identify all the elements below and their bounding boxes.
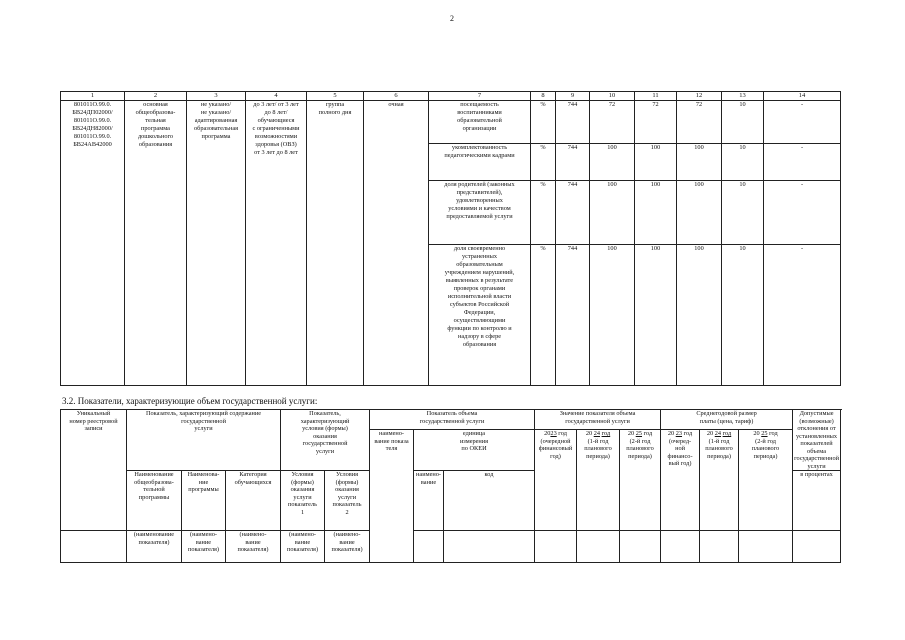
col-number: 12 xyxy=(677,92,722,101)
empty-cell xyxy=(535,531,577,563)
deviation-absolute: - xyxy=(764,181,841,245)
year-prefix: 20 xyxy=(706,430,714,437)
value-2024: 100 xyxy=(635,181,677,245)
col-number: 13 xyxy=(722,92,764,101)
fee-year-1-sub: (очеред- ной финансо- вый год) xyxy=(667,437,693,467)
value-year-2 xyxy=(577,430,620,531)
year-prefix: 20 xyxy=(544,430,551,437)
unit-name-header: наимено- вание xyxy=(414,471,444,531)
year-prefix: 20 xyxy=(585,430,593,437)
page-number: 2 xyxy=(450,14,454,23)
program-header: Наименование общеобразова- тельной программы xyxy=(127,471,182,531)
okei-code: 744 xyxy=(556,181,590,245)
col-number: 3 xyxy=(187,92,246,101)
year-prefix: 20 xyxy=(627,430,635,437)
value-2023: 100 xyxy=(590,245,635,386)
col-number: 6 xyxy=(364,92,429,101)
empty-cell xyxy=(661,531,700,563)
fee-year-2 xyxy=(700,430,739,531)
indicator-name: укомплектованность педагогическими кадрами xyxy=(429,144,531,181)
empty-cell xyxy=(61,531,127,563)
student-category: до 3 лет/ от 3 лет до 8 лет/ обучающиеся с ограниченными возможностями здоровья (ОВЗ) от 3 лет до 8 лет xyxy=(246,101,307,386)
quality-indicators-table xyxy=(60,91,841,386)
value-year-1-sub: (очередной финансовый год) xyxy=(538,437,573,460)
empty-cell xyxy=(577,531,620,563)
indicator-placeholder: (наимено- вание показателя) xyxy=(226,531,281,563)
form-of-study: очная xyxy=(364,101,429,386)
deviation-percent-header: в процентах xyxy=(793,471,841,531)
value-2025: 72 xyxy=(677,101,722,144)
okei-code: 744 xyxy=(556,144,590,181)
empty-cell xyxy=(444,531,535,563)
col-number: 5 xyxy=(307,92,364,101)
fee-year-3 xyxy=(739,430,793,531)
program-type: не указано/ не указано/ адаптированная образовательная программа xyxy=(187,101,246,386)
col-number: 7 xyxy=(429,92,531,101)
deviation-absolute: - xyxy=(764,101,841,144)
deviation-absolute: - xyxy=(764,245,841,386)
deviation-percent: 10 xyxy=(722,144,764,181)
volume-header: Показатель объема государственной услуги xyxy=(370,410,535,430)
year-word: год xyxy=(643,430,653,437)
volume-indicators-table xyxy=(60,409,841,563)
indicator-placeholder: (наимено- вание показателя) xyxy=(281,531,325,563)
col-number: 11 xyxy=(635,92,677,101)
unit: % xyxy=(531,144,556,181)
year-fill: 24 xyxy=(593,430,600,437)
fee-year-3-sub: (2-й год планового периода) xyxy=(751,437,780,460)
deviation-percent: 10 xyxy=(722,181,764,245)
year-word: год xyxy=(558,430,567,437)
col-number: 14 xyxy=(764,92,841,101)
col-number: 10 xyxy=(590,92,635,101)
indicator-placeholder: (наимено- вание показателя) xyxy=(325,531,370,563)
col-number: 4 xyxy=(246,92,307,101)
empty-cell xyxy=(793,531,841,563)
indicator-placeholder: (наимено- вание показателя) xyxy=(182,531,226,563)
value-2024: 100 xyxy=(635,245,677,386)
indicator-name: доля родителей (законных представителей), удовлетворенных условиями и качеством предоставляемой услуги xyxy=(429,181,531,245)
content-header: Показатель, характеризующий содержание государственной услуги xyxy=(127,410,281,471)
year-word: год xyxy=(683,430,693,437)
okei-code: 744 xyxy=(556,101,590,144)
table-row xyxy=(61,101,841,144)
indicator-name: доля своевременно устраненных образовательным учреждением нарушений, выявленных в результате проверок органами исполнительной власти субъектов Российской Федерации, осуществляющими функции по контролю и надзору в сфере образования xyxy=(429,245,531,386)
col-number: 8 xyxy=(531,92,556,101)
unit: % xyxy=(531,181,556,245)
fee-year-2-sub: (1-й год планового периода) xyxy=(705,437,733,460)
value-2023: 100 xyxy=(590,181,635,245)
year-fill: 23 xyxy=(550,430,557,437)
condition-1-header: Условия (формы) оказания услуги показатель 1 xyxy=(281,471,325,531)
volume-unit-header: единица измерения по ОКЕИ xyxy=(414,430,535,471)
value-2025: 100 xyxy=(677,245,722,386)
deviation-header: Допустимые (возможные) отклонения от установленных показателей объема государственной услуги xyxy=(794,410,839,470)
deviation-absolute: - xyxy=(764,144,841,181)
empty-cell xyxy=(414,531,444,563)
value-year-3 xyxy=(620,430,661,531)
deviation-percent: 10 xyxy=(722,101,764,144)
value-year-1 xyxy=(535,430,577,531)
empty-cell xyxy=(739,531,793,563)
year-fill: 24 xyxy=(714,430,722,437)
unit-code-header: код xyxy=(444,471,535,531)
fee-year-1 xyxy=(661,430,700,531)
registry-header: Уникальный номер реестровой записи xyxy=(61,410,127,531)
indicator-placeholder: (наименование показателя) xyxy=(127,531,182,563)
year-prefix: 20 xyxy=(667,430,675,437)
year-word: год xyxy=(722,430,732,437)
unit: % xyxy=(531,245,556,386)
value-year-2-sub: (1-й год планового периода) xyxy=(584,437,612,460)
empty-cell xyxy=(700,531,739,563)
empty-cell xyxy=(620,531,661,563)
year-word: год xyxy=(769,430,778,437)
category-header: Категория обучающихся xyxy=(226,471,281,531)
value-2025: 100 xyxy=(677,144,722,181)
year-fill: 25 xyxy=(635,430,643,437)
unit: % xyxy=(531,101,556,144)
group-type: группа полного дня xyxy=(307,101,364,386)
year-fill: 23 xyxy=(675,430,683,437)
col-number: 2 xyxy=(125,92,187,101)
programs-header: Наименова- ние программы xyxy=(182,471,226,531)
value-2023: 100 xyxy=(590,144,635,181)
value-year-3-sub: (2-й год планового периода) xyxy=(626,437,654,460)
indicator-name: посещаемость воспитанниками образовательной организации xyxy=(429,101,531,144)
program-name: основная общеобразова- тельная программа дошкольного образования xyxy=(125,101,187,386)
registry-codes: 801011О.99.0. БВ24ДП02000/ 801011О.99.0. БВ24ДН82000/ 801011О.99.0. БВ24АВ42000 xyxy=(61,101,125,386)
value-header: Значение показателя объема государственной услуги xyxy=(535,410,661,430)
section-heading: 3.2. Показатели, характеризующие объем государственной услуги: xyxy=(62,396,318,406)
value-2024: 100 xyxy=(635,144,677,181)
conditions-header: Показатель, характеризующий условия (формы) оказания государственной услуги xyxy=(281,410,370,471)
column-number-row xyxy=(61,92,841,101)
volume-name-header: наимено- вание показа теля xyxy=(370,430,414,563)
value-2023: 72 xyxy=(590,101,635,144)
deviation-percent: 10 xyxy=(722,245,764,386)
year-fill: 25 xyxy=(761,430,768,437)
fee-header: Среднегодовой размер платы (цена, тариф) xyxy=(661,410,793,430)
col-number: 1 xyxy=(61,92,125,101)
col-number: 9 xyxy=(556,92,590,101)
value-2024: 72 xyxy=(635,101,677,144)
year-prefix: 20 xyxy=(753,430,760,437)
year-word: год xyxy=(601,430,611,437)
value-2025: 100 xyxy=(677,181,722,245)
okei-code: 744 xyxy=(556,245,590,386)
condition-2-header: Условия (формы) оказания услуги показатель 2 xyxy=(325,471,370,531)
